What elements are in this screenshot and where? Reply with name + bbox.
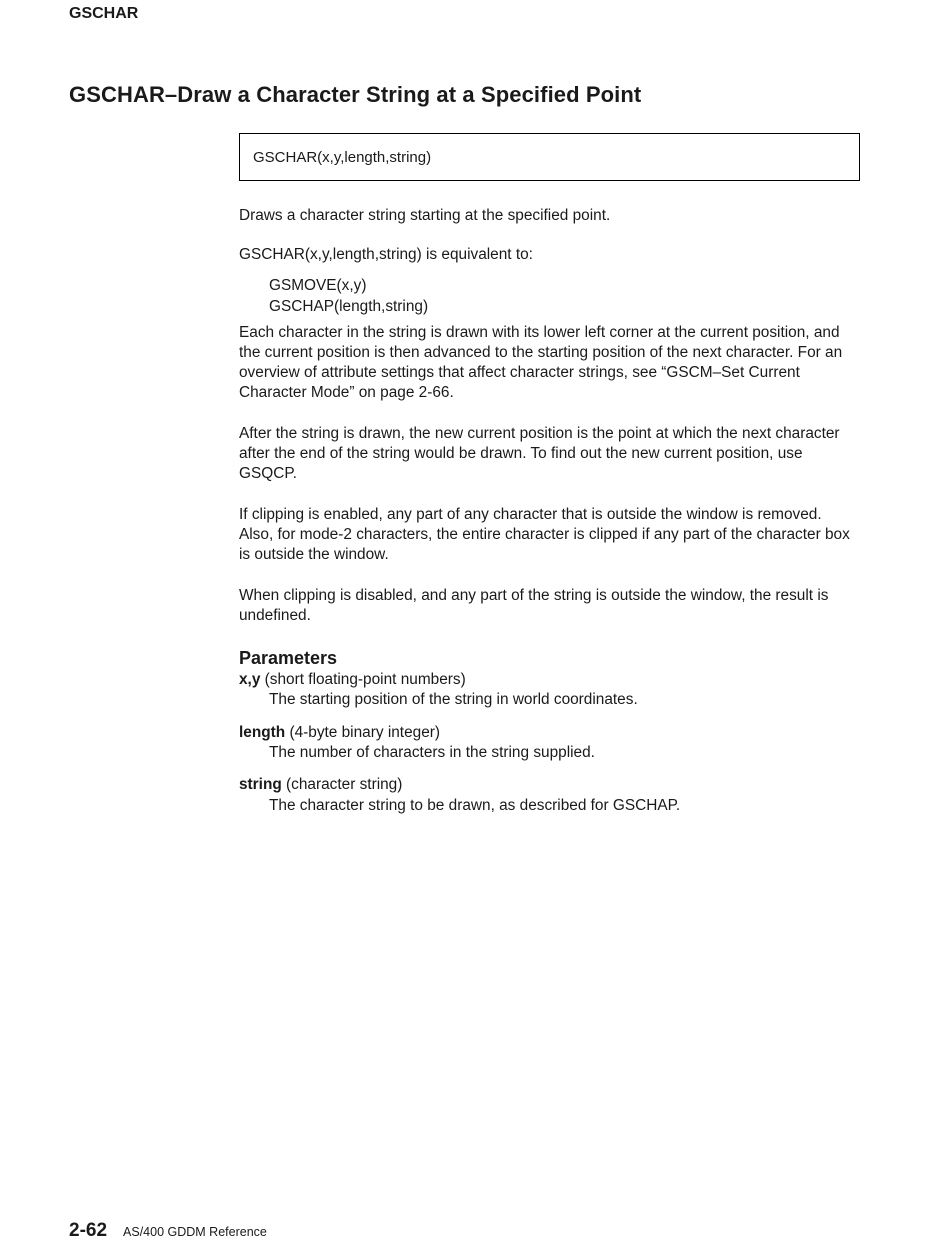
parameter-description: The character string to be drawn, as described for GSCHAP. [269, 796, 681, 814]
parameter-name: length [239, 723, 286, 741]
parameter-type: (4-byte binary integer) [285, 723, 441, 741]
paragraph-clipping-enabled: If clipping is enabled, any part of any character that is outside the window is removed. Also, for mode-2 characters, the entire character is clipped if any part of the character box is outside the window. [239, 505, 850, 564]
page-title: GSCHAR–Draw a Character String at a Specified Point [69, 82, 642, 107]
paragraph-each-character: Each character in the string is drawn with its lower left corner at the current position, and the current position is then advanced to the starting position of the next character. For an overview of attribute settings that affect character strings, see “GSCM–Set Current Character Mode” on page 2-66. [239, 323, 843, 402]
parameter-item [239, 670, 859, 711]
parameter-type: (short floating-point numbers) [260, 671, 466, 689]
intro-paragraph: Draws a character string starting at the specified point. [239, 207, 611, 224]
paragraph-clipping-disabled: When clipping is disabled, and any part of the string is outside the window, the result is undefined. [239, 586, 829, 624]
parameter-term [239, 723, 859, 743]
parameter-description: The starting position of the string in world coordinates. [269, 691, 638, 709]
parameter-term [239, 775, 859, 795]
page-footer [69, 1220, 267, 1242]
parameters-heading: Parameters [239, 648, 338, 669]
running-head: GSCHAR [69, 5, 139, 22]
parameter-item [239, 723, 859, 764]
equivalent-paragraph: GSCHAR(x,y,length,string) is equivalent to: [239, 246, 533, 264]
paragraph-after-string: After the string is drawn, the new current position is the point at which the next character after the end of the string would be drawn. To find out the new current position, use GSQCP. [239, 424, 840, 483]
parameter-type: (character string) [281, 776, 403, 794]
parameter-name: x,y [239, 671, 261, 689]
book-title: AS/400 GDDM Reference [123, 1225, 267, 1239]
equivalent-line: GSCHAP(length,string) [269, 297, 429, 315]
syntax-text: GSCHAR(x,y,length,string) [253, 149, 432, 166]
parameter-name: string [239, 776, 282, 794]
body-text [239, 206, 859, 828]
equivalent-line: GSMOVE(x,y) [269, 276, 367, 294]
page-number: 2-62 [69, 1220, 108, 1241]
syntax-box [239, 133, 860, 181]
parameter-term [239, 670, 859, 690]
parameter-item [239, 775, 859, 816]
parameter-description: The number of characters in the string supplied. [269, 744, 595, 762]
equivalent-lines [239, 275, 859, 317]
